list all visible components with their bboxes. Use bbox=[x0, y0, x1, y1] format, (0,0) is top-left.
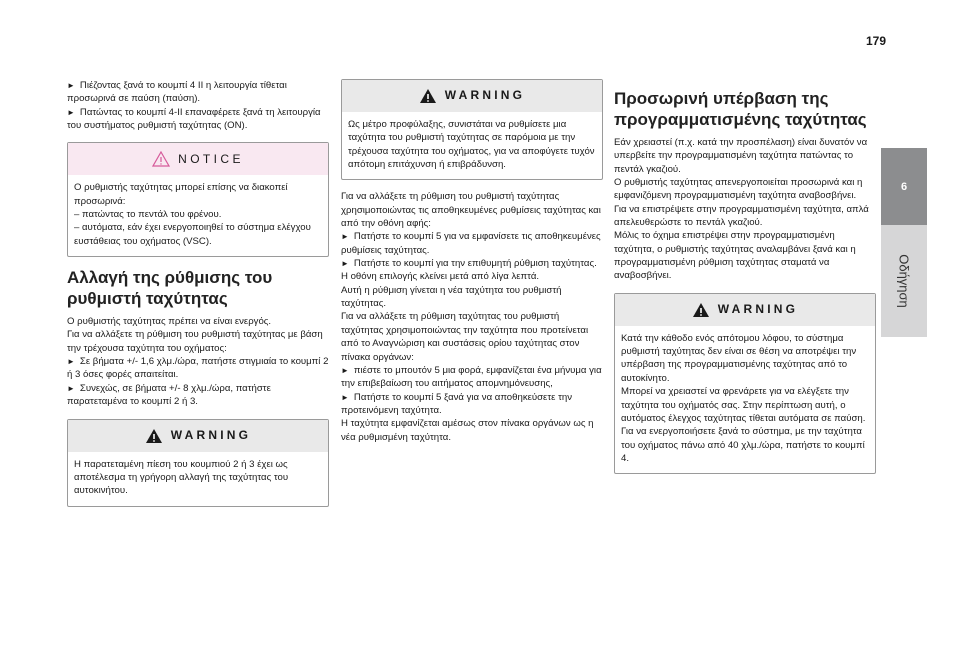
warning-header bbox=[342, 80, 602, 112]
page-number: 179 bbox=[866, 34, 887, 48]
warning-title: WARNING bbox=[444, 88, 526, 103]
arrow-bullet-icon: ► bbox=[67, 107, 75, 117]
notice-box bbox=[67, 142, 329, 257]
paragraph: Για να αλλάξετε τη ρύθμιση ταχύτητας του ρυθμιστή ταχύτητας χρησιμοποιώντας την ταχύτητα που προτείνεται από το Αναγνώριση και συστάσεις ορίου ταχύτητας στον πίνακα οργάνων: bbox=[341, 311, 589, 363]
notice-title: NOTICE bbox=[178, 151, 244, 166]
notice-header bbox=[68, 143, 328, 175]
column-1 bbox=[67, 79, 329, 517]
warning-body: Κατά την κάθοδο ενός απότομου λόφου, το σύστημα ρυθμιστή ταχύτητας δεν είναι σε θέση να αποτρέψει την υπέρβαση της προγραμματισμένης ταχύτητας από το αυτοκίνητο. Μπορεί να χρειαστεί να φρενάρετε για να ελέγξετε την ταχύτητα του οχήματός σας. Στην περίπτωση αυτή, ο αυτόματος έλεγχος ταχύτητας τίθεται αυτόματα σε παύση. Για να ενεργοποιήσετε ξανά το σύστημα, με την ταχύτητα του οχήματος πάνω από 40 χλμ./ώρα, πατήστε το κουμπί 4. bbox=[621, 332, 866, 464]
paragraph: ► Πατώντας το κουμπί 4-II επαναφέρετε ξανά τη λειτουργία του συστήματος ρυθμιστή ταχύτητας (ON). bbox=[67, 106, 321, 132]
paragraph: Για να αλλάξετε τη ρύθμιση του ρυθμιστή ταχύτητας χρησιμοποιώντας τις αποθηκευμένες ρυθμίσεις ταχύτητας και από την οθόνη αφής: bbox=[341, 191, 601, 230]
notice-body: Ο ρυθμιστής ταχύτητας μπορεί επίσης να διακοπεί προσωρινά: – πατώντας το πεντάλ του φρένου. – αυτόματα, εάν έχει ενεργοποιηθεί το σύστημα ελέγχου ευστάθειας του οχήματος (VSC). bbox=[74, 182, 311, 247]
paragraph: Εάν χρειαστεί (π.χ. κατά την προσπέλαση) είναι δυνατόν να υπερβείτε την προγραμματισμένη ταχύτητα πατώντας το πεντάλ γκαζιού. bbox=[614, 137, 868, 175]
arrow-bullet-icon: ► bbox=[67, 383, 75, 393]
column-3 bbox=[614, 88, 876, 484]
paragraph: Για να επιστρέψετε στην προγραμματισμένη ταχύτητα, απλά απελευθερώστε το πεντάλ γκαζιού. bbox=[614, 203, 869, 229]
warning-body: Η παρατεταμένη πίεση του κουμπιού 2 ή 3 έχει ως αποτέλεσμα τη γρήγορη αλλαγή της ταχύτητας του αυτοκινήτου. bbox=[74, 458, 289, 497]
section-heading: Προσωρινή υπέρβαση της προγραμματισμένης ταχύτητας bbox=[614, 89, 867, 129]
arrow-bullet-icon: ► bbox=[341, 232, 349, 242]
arrow-bullet-icon: ► bbox=[341, 392, 349, 402]
warning-header bbox=[68, 420, 328, 452]
paragraph: ► Πατήστε το κουμπί 5 για να εμφανίσετε τις αποθηκευμένες ρυθμίσεις ταχύτητας. bbox=[341, 231, 601, 256]
warning-body: Ως μέτρο προφύλαξης, συνιστάται να ρυθμίσετε μια ταχύτητα του ρυθμιστή ταχύτητας σε παρόμοια με την τρέχουσα ταχύτητα του οχήματος, για να αποφύγετε τυχόν απότομη επιτάχυνση ή επιβράδυνση. bbox=[348, 119, 595, 171]
warning-title: WARNING bbox=[170, 427, 252, 442]
chapter-tab-number bbox=[881, 148, 927, 225]
warning-header bbox=[615, 294, 875, 326]
paragraph: Για να αλλάξετε τη ρύθμιση του ρυθμιστή ταχύτητας με βάση την τρέχουσα ταχύτητα του οχήματος: bbox=[67, 329, 323, 354]
warning-box bbox=[614, 293, 876, 474]
warning-box bbox=[67, 419, 329, 507]
paragraph: Αυτή η ρύθμιση γίνεται η νέα ταχύτητα του ρυθμιστή ταχύτητας. bbox=[341, 284, 562, 310]
paragraph: Ο ρυθμιστής ταχύτητας απενεργοποιείται προσωρινά και η εμφανιζόμενη προγραμματισμένη ταχύτητα αναβοσβήνει. bbox=[614, 177, 863, 202]
paragraph: Η οθόνη επιλογής κλείνει μετά από λίγα λεπτά. bbox=[341, 271, 540, 283]
arrow-bullet-icon: ► bbox=[341, 259, 349, 269]
chapter-title: Οδήγηση bbox=[896, 254, 912, 308]
chapter-number: 6 bbox=[900, 180, 908, 193]
paragraph: ► Σε βήματα +/- 1,6 χλμ./ώρα, πατήστε στιγμιαία το κουμπί 2 ή 3 όσες φορές απαιτείται. bbox=[67, 356, 329, 381]
paragraph: ► Πατήστε το κουμπί 5 ξανά για να αποθηκεύσετε την προτεινόμενη ταχύτητα. bbox=[341, 391, 572, 416]
warning-triangle-icon bbox=[692, 302, 710, 318]
paragraph: Ο ρυθμιστής ταχύτητας πρέπει να είναι ενεργός. bbox=[67, 316, 272, 328]
paragraph: ► Συνεχώς, σε βήματα +/- 8 χλμ./ώρα, πατήστε παρατεταμένα το κουμπί 2 ή 3. bbox=[67, 382, 271, 408]
notice-triangle-icon bbox=[152, 151, 170, 167]
paragraph: Μόλις το όχημα επιστρέψει στην προγραμματισμένη ταχύτητα, ο ρυθμιστής ταχύτητας αναλαμβάνει ξανά και η προγραμματισμένη ρύθμιση ταχύτητας σταματά να αναβοσβήνει. bbox=[614, 230, 856, 282]
warning-triangle-icon bbox=[145, 428, 163, 444]
arrow-bullet-icon: ► bbox=[67, 357, 75, 367]
warning-title: WARNING bbox=[717, 302, 799, 317]
arrow-bullet-icon: ► bbox=[341, 365, 349, 375]
paragraph: Η ταχύτητα εμφανίζεται αμέσως στον πίνακα οργάνων ως η νέα ρυθμισμένη ταχύτητα. bbox=[341, 418, 594, 443]
arrow-bullet-icon: ► bbox=[67, 81, 75, 90]
warning-triangle-icon bbox=[419, 88, 437, 104]
column-2 bbox=[341, 79, 603, 444]
paragraph: ► πιέστε το μπουτόν 5 μια φορά, εμφανίζεται ένα μήνυμα για την επιβεβαίωση του αιτήματος απομνημόνευσης, bbox=[341, 364, 602, 390]
warning-box bbox=[341, 79, 603, 180]
section-heading: Αλλαγή της ρύθμισης του ρυθμιστή ταχύτητας bbox=[67, 268, 273, 309]
paragraph: ► Πατήστε το κουμπί για την επιθυμητή ρύθμιση ταχύτητας. bbox=[341, 258, 597, 270]
paragraph: ► Πιέζοντας ξανά το κουμπί 4 II η λειτουργία τίθεται προσωρινά σε παύση (παύση). bbox=[67, 80, 287, 105]
